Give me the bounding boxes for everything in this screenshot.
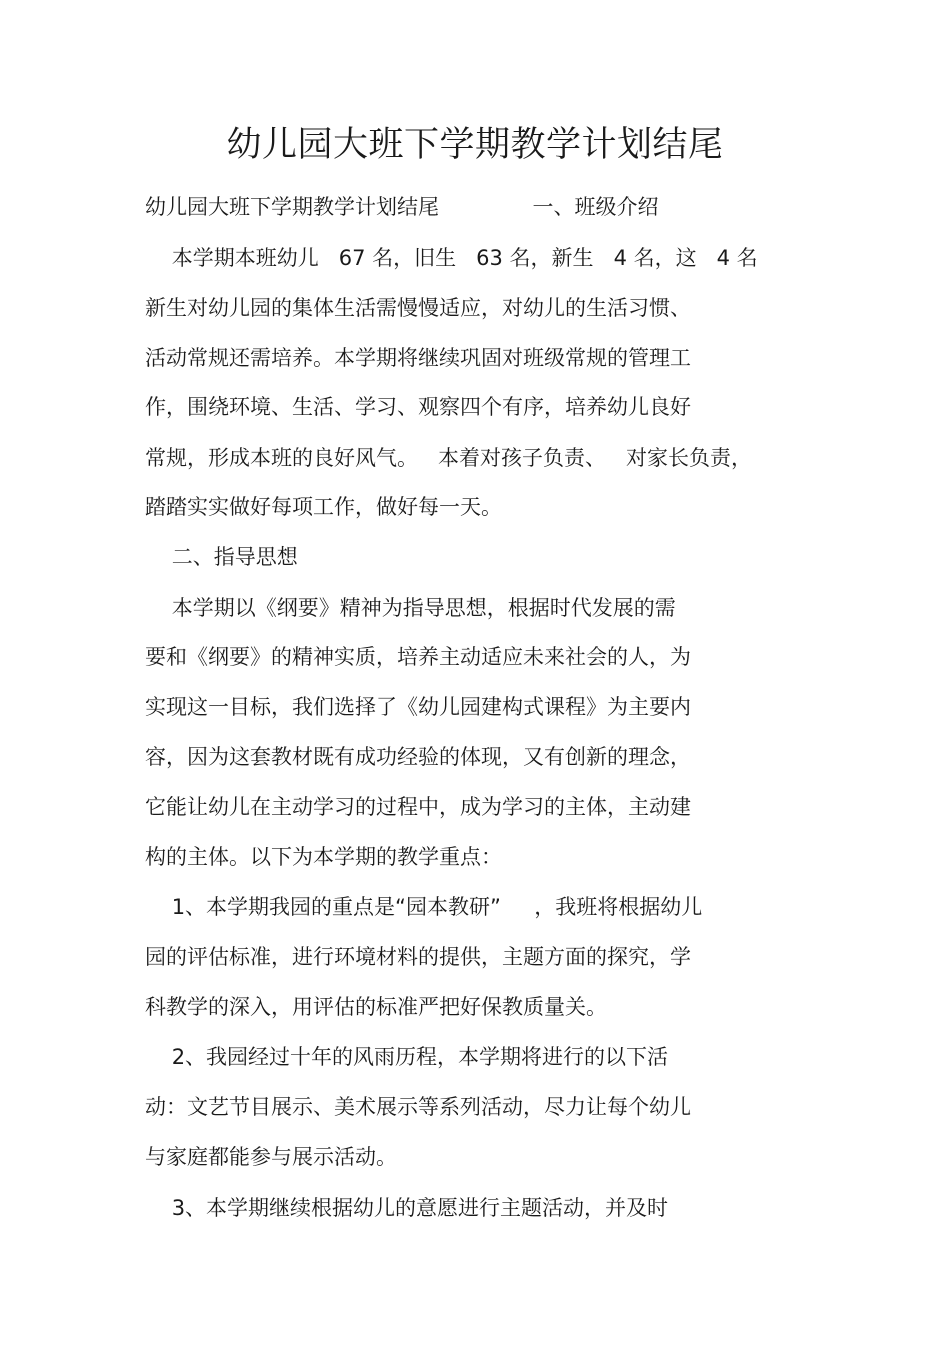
text-line: 2、我园经过十年的风雨历程，本学期将进行的以下活 bbox=[145, 1045, 669, 1069]
text-line: 活动常规还需培养。本学期将继续巩固对班级常规的管理工 bbox=[145, 346, 691, 370]
text-line: 要和《纲要》的精神实质，培养主动适应未来社会的人，为 bbox=[145, 645, 691, 669]
text-line: 1、本学期我园的重点是“园本教研” ，我班将根据幼儿 bbox=[145, 895, 703, 919]
text-line: 与家庭都能参与展示活动。 bbox=[145, 1145, 397, 1169]
text-line-subtitle: 幼儿园大班下学期教学计划结尾 一、班级介绍 bbox=[145, 195, 659, 219]
text-line: 作，围绕环境、生活、学习、观察四个有序，培养幼儿良好 bbox=[145, 395, 691, 419]
text-line: 动：文艺节目展示、美术展示等系列活动，尽力让每个幼儿 bbox=[145, 1095, 691, 1119]
text-line: 容，因为这套教材既有成功经验的体现，又有创新的理念， bbox=[145, 745, 691, 769]
text-line: 本学期本班幼儿 67 名，旧生 63 名，新生 4 名，这 4 名 bbox=[145, 246, 758, 270]
text-line: 常规，形成本班的良好风气。 本着对孩子负责、 对家长负责， bbox=[145, 446, 753, 470]
text-line: 它能让幼儿在主动学习的过程中，成为学习的主体，主动建 bbox=[145, 795, 691, 819]
text-line: 园的评估标准，进行环境材料的提供，主题方面的探究，学 bbox=[145, 945, 691, 969]
text-line: 构的主体。以下为本学期的教学重点： bbox=[145, 845, 502, 869]
text-line: 3、本学期继续根据幼儿的意愿进行主题活动，并及时 bbox=[145, 1196, 669, 1220]
text-line: 踏踏实实做好每项工作，做好每一天。 bbox=[145, 495, 502, 519]
text-line: 新生对幼儿园的集体生活需慢慢适应，对幼儿的生活习惯、 bbox=[145, 296, 691, 320]
text-line: 科教学的深入，用评估的标准严把好保教质量关。 bbox=[145, 995, 607, 1019]
text-line: 实现这一目标，我们选择了《幼儿园建构式课程》为主要内 bbox=[145, 695, 691, 719]
document-title: 幼儿园大班下学期教学计划结尾 bbox=[226, 125, 724, 165]
section-heading: 二、指导思想 bbox=[145, 545, 298, 569]
text-line: 本学期以《纲要》精神为指导思想，根据时代发展的需 bbox=[145, 596, 676, 620]
